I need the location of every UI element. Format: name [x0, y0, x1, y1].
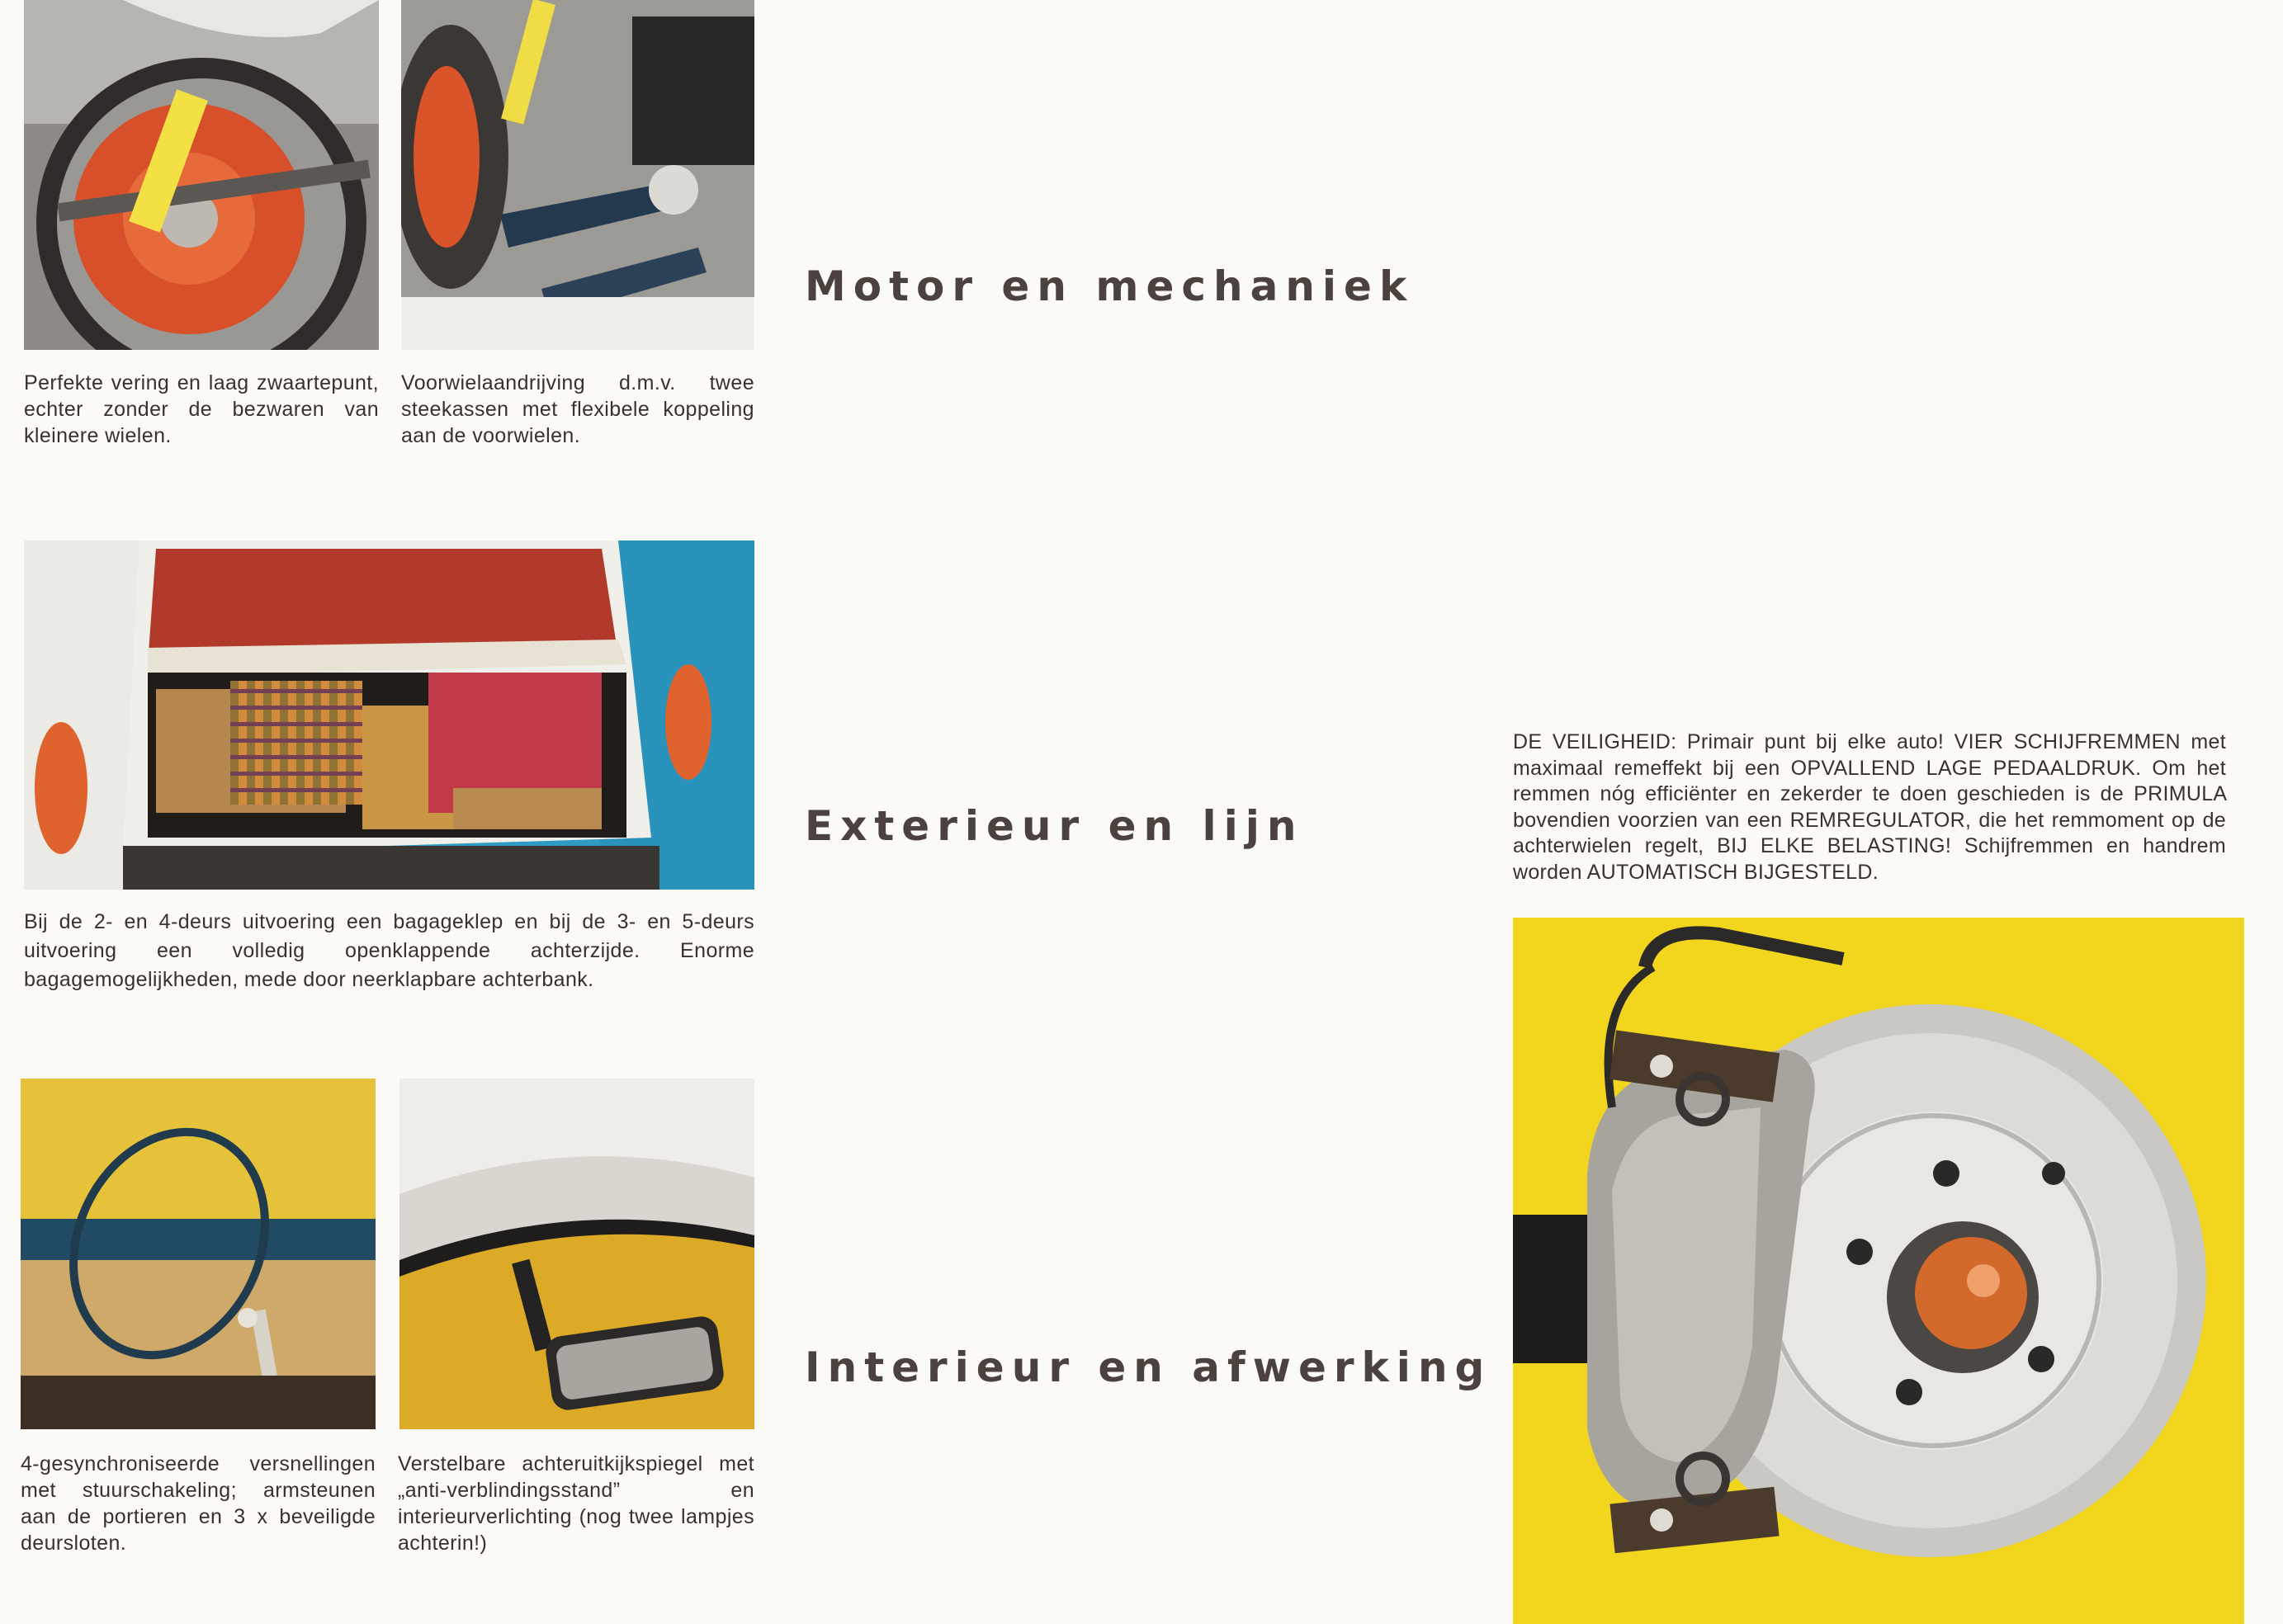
safety-paragraph: [1513, 729, 2226, 885]
safety-text: , die het remmoment op de achterwielen regelt,: [1513, 808, 2226, 857]
photo-front-drive: [401, 0, 754, 350]
safety-text: met maximaal remeffekt bij een: [1513, 730, 2226, 780]
photo-steering-gears: [21, 1079, 376, 1429]
safety-text: .: [1872, 860, 1879, 884]
heading-interieur: Interieur en afwerking: [805, 1343, 1492, 1391]
photo-rear-suspension: [24, 0, 379, 350]
safety-emph: OPVALLEND LAGE PEDAALDRUK: [1790, 756, 2136, 780]
safety-text: . Om het remmen nóg efficiënter en zekerder te doen geschieden is de: [1513, 756, 2227, 805]
photo-luggage-compartment: [24, 541, 754, 890]
caption-front-drive: Voorwielaandrijving d.m.v. twee steekassen met flexibele koppeling aan de voorwielen.: [401, 371, 754, 447]
safety-emph: BIJ ELKE BELASTING!: [1717, 834, 1952, 857]
caption-luggage: Bij de 2- en 4-deurs uitvoering een bagageklep en bij de 3- en 5-deurs uitvoering een volledig openklappende achterzijde. Enorme bagagemogelijkheden, mede door neerklapbare achterbank.: [24, 910, 754, 991]
safety-emph: REMREGULATOR: [1789, 808, 1965, 832]
photo-rearview-mirror: [399, 1079, 754, 1429]
safety-emph: VIER SCHIJFREMMEN: [1954, 730, 2181, 753]
caption-mirror: Verstelbare achteruitkijkspiegel met „anti-verblindingsstand” en interieurverlichting (nog twee lampjes achterin!): [398, 1452, 754, 1555]
heading-exterieur: Exterieur en lijn: [805, 802, 1304, 850]
photo-disc-brake: [1513, 918, 2244, 1624]
safety-text: : Primair punt bij elke auto!: [1671, 730, 1954, 753]
safety-emph: AUTOMATISCH BIJGESTELD: [1586, 860, 1873, 884]
safety-text: Schijfremmen en handrem worden: [1513, 834, 2226, 884]
safety-text: bovendien voorzien van een: [1513, 808, 1790, 832]
caption-gears: 4-gesynchroniseerde versnellingen met stuurschakeling; armsteunen aan de portieren en 3 x beveiligde deursloten.: [21, 1452, 376, 1555]
safety-emph: PRIMULA: [2134, 782, 2226, 805]
heading-motor: Motor en mechaniek: [805, 262, 1415, 310]
caption-suspension: Perfekte vering en laag zwaartepunt, echter zonder de bezwaren van kleinere wielen.: [24, 371, 379, 447]
safety-heading: DE VEILIGHEID: [1513, 730, 1671, 753]
